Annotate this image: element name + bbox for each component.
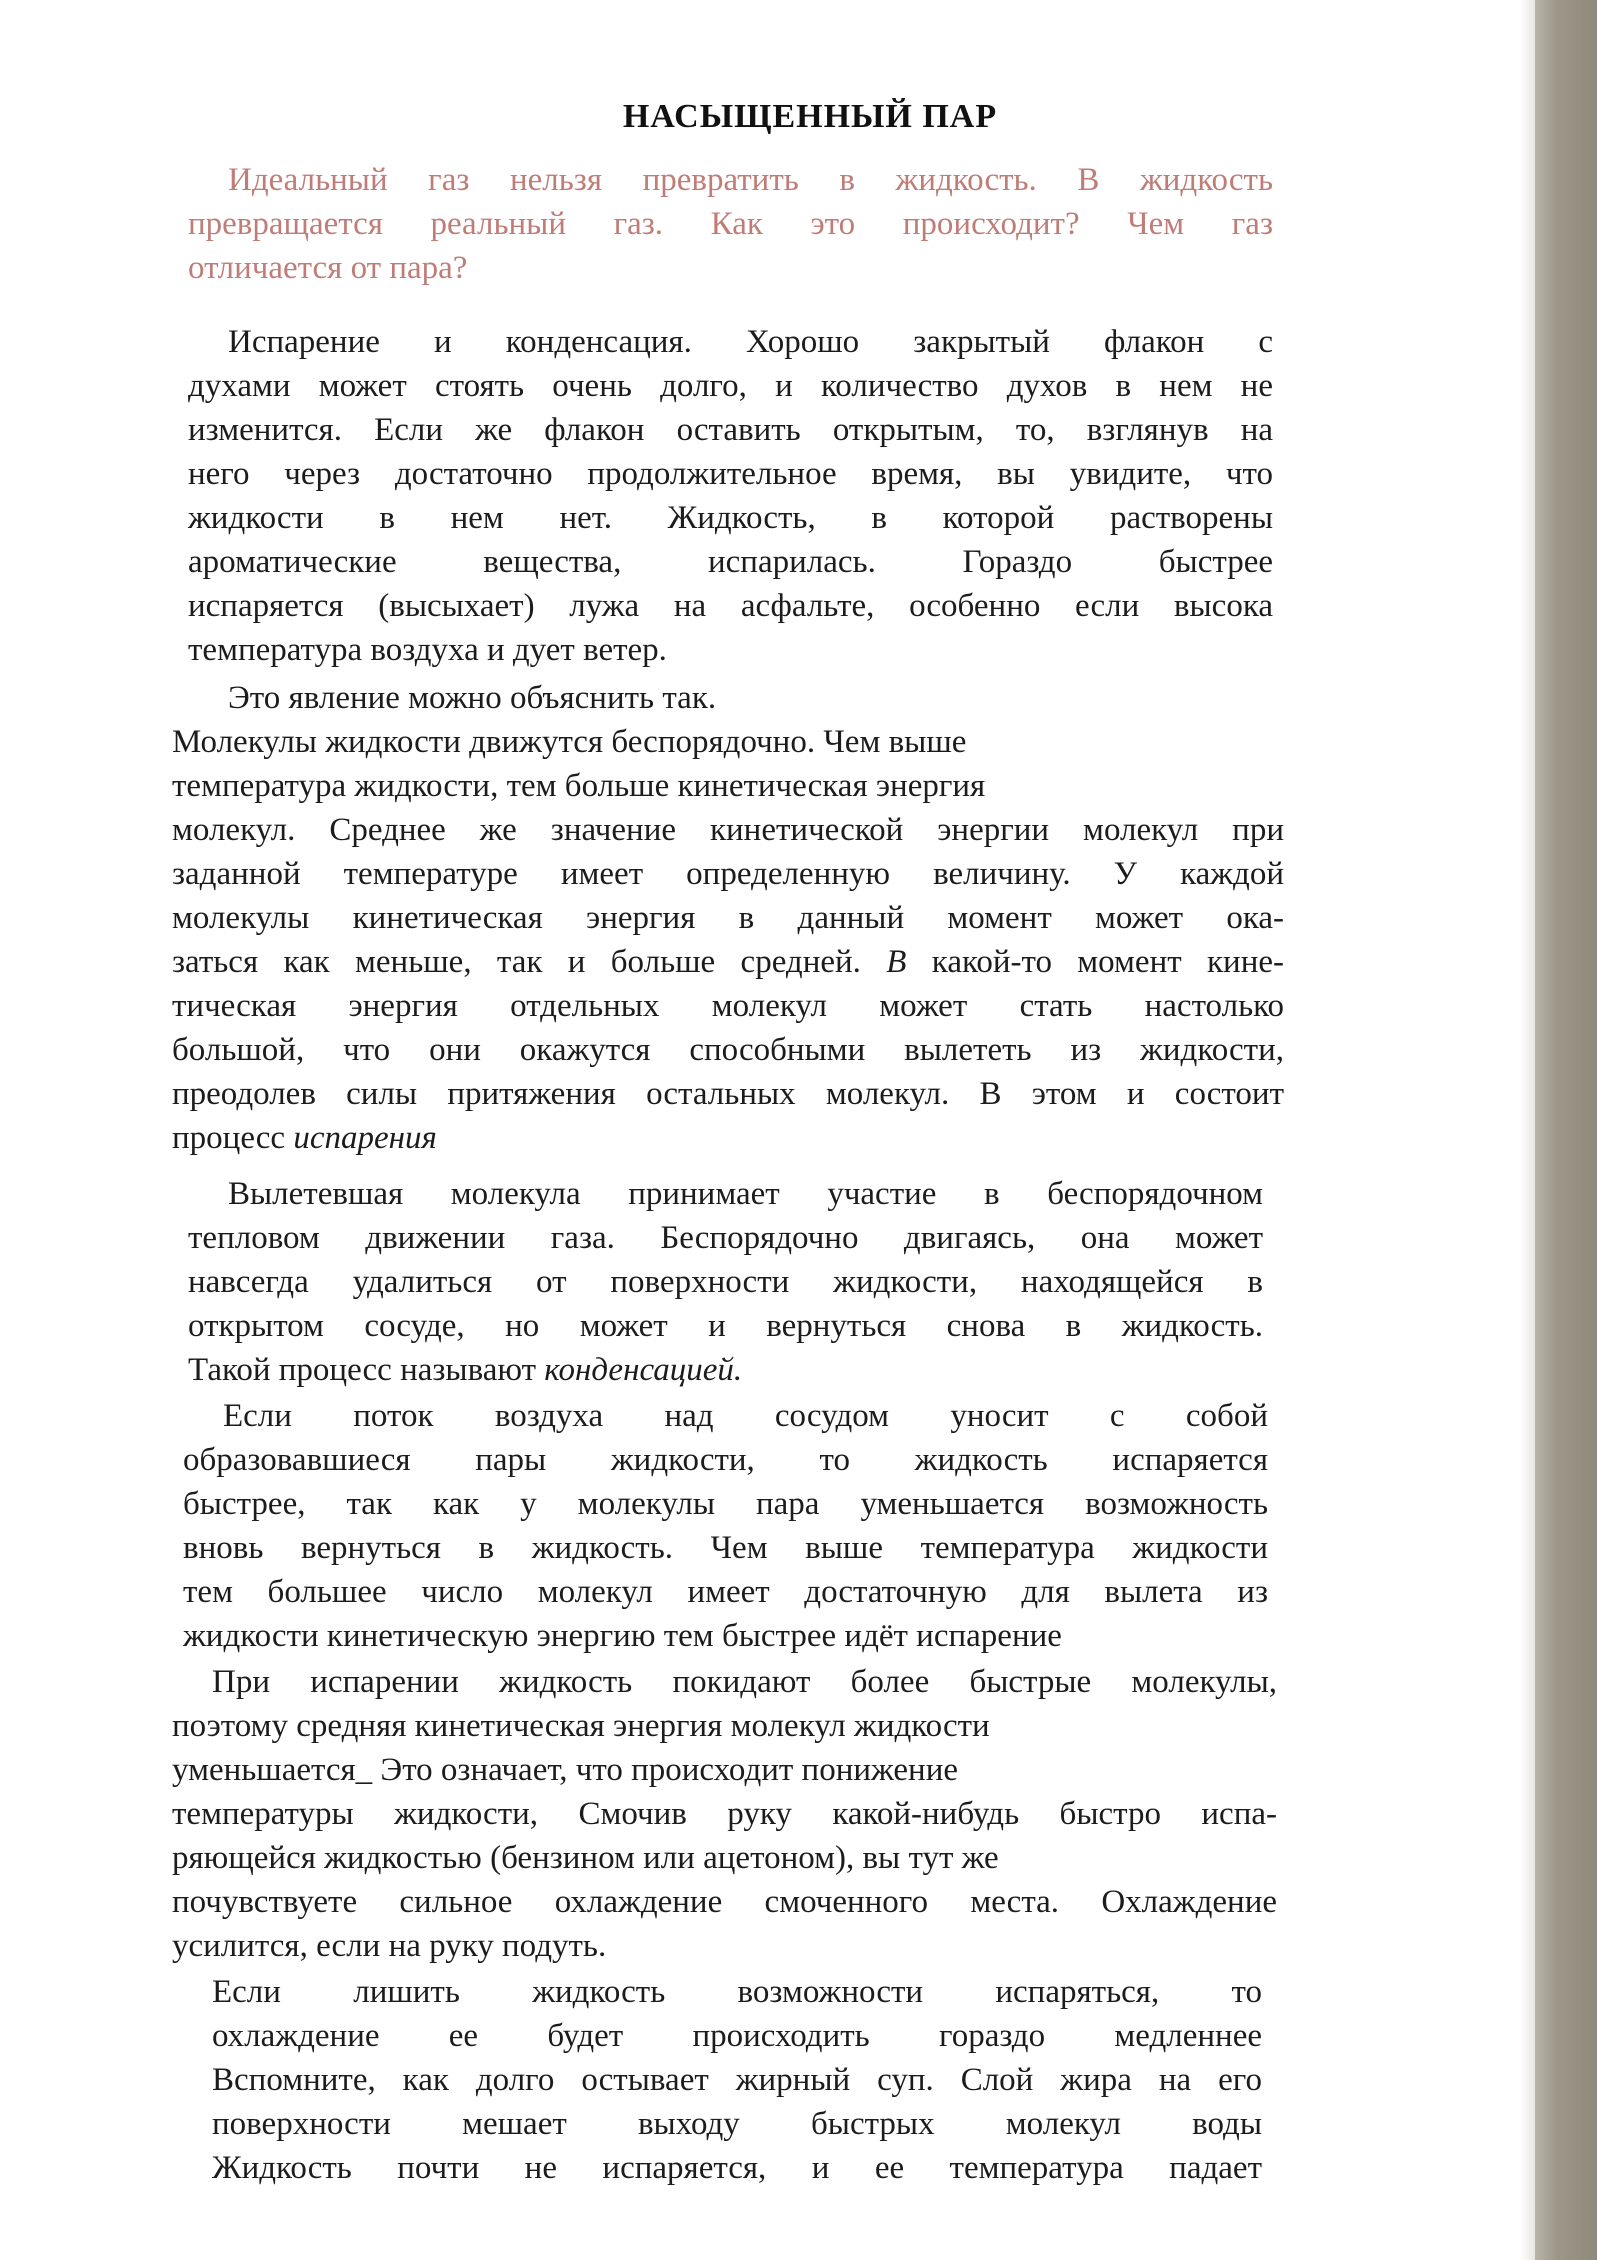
text-line: Идеальный газ нельзя превратить в жидкость. В жидкость	[228, 162, 1273, 198]
paragraph-air-flow	[183, 1394, 1268, 1658]
text-line: молекулы кинетическая энергия в данный момент может ока-	[172, 900, 1284, 936]
emphasis-letter: В	[886, 944, 907, 980]
text-line: поверхности мешает выходу быстрых молекул воды	[212, 2106, 1262, 2142]
text-line: Это явление можно объяснить так.	[228, 680, 717, 716]
text-line: преодолев силы притяжения остальных молекул. В этом и состоит	[172, 1076, 1284, 1112]
text-line: отличается от пара?	[188, 250, 468, 286]
text-line: тическая энергия отдельных молекул может стать настолько	[172, 988, 1284, 1024]
text-line: изменится. Если же флакон оставить открытым, то, взглянув на	[188, 412, 1273, 448]
text-line: процесс испарения	[172, 1120, 437, 1156]
text-line: превращается реальный газ. Как это происходит? Чем газ	[188, 206, 1273, 242]
text-line: духами может стоять очень долго, и количество духов в нем не	[188, 368, 1273, 404]
text-line: температура жидкости, тем больше кинетическая энергия	[172, 768, 986, 804]
text-line: Такой процесс называют конденсацией.	[188, 1352, 743, 1388]
term-condensation: конденсацией.	[544, 1352, 743, 1388]
text-line: ароматические вещества, испарилась. Гораздо быстрее	[188, 544, 1273, 580]
text-line: Вспомните, как долго остывает жирный суп. Слой жира на его	[212, 2062, 1262, 2098]
intro-question	[188, 158, 1273, 290]
text-line: жидкости в нем нет. Жидкость, в которой растворены	[188, 500, 1273, 536]
text-line: Испарение и конденсация. Хорошо закрытый флакон с	[228, 324, 1273, 360]
paragraph-fatty-soup	[212, 1970, 1262, 2190]
text-line: усилится, если на руку подуть.	[172, 1928, 607, 1964]
text-line: заданной температуре имеет определенную величину. У каждой	[172, 856, 1284, 892]
text-line: навсегда удалиться от поверхности жидкости, находящейся в	[188, 1264, 1263, 1300]
text-line: жидкости кинетическую энергию тем быстрее идёт испарение	[183, 1618, 1062, 1654]
text-line: открытом сосуде, но может и вернуться снова в жидкость.	[188, 1308, 1263, 1344]
text-line: образовавшиеся пары жидкости, то жидкость испаряется	[183, 1442, 1268, 1478]
text-line: вновь вернуться в жидкость. Чем выше температура жидкости	[183, 1530, 1268, 1566]
text-line: охлаждение ее будет происходить гораздо медленнее	[212, 2018, 1262, 2054]
paragraph-cooling	[172, 1660, 1277, 1968]
text-line: быстрее, так как у молекулы пара уменьшается возможность	[183, 1486, 1268, 1522]
text-line: ряющейся жидкостью (бензином или ацетоном), вы тут же	[172, 1840, 999, 1876]
text-line: уменьшается_ Это означает, что происходит понижение	[172, 1752, 959, 1788]
text-line: температура воздуха и дует ветер.	[188, 632, 667, 668]
paragraph-condensation	[188, 1172, 1263, 1392]
text-line: испаряется (высыхает) лужа на асфальте, особенно если высока	[188, 588, 1273, 624]
text-line: молекул. Среднее же значение кинетической энергии молекул при	[172, 812, 1284, 848]
term-evaporation: испарения	[293, 1120, 437, 1156]
text-line: Молекулы жидкости движутся беспорядочно. Чем выше	[172, 724, 967, 760]
text-line: При испарении жидкость покидают более быстрые молекулы,	[212, 1664, 1277, 1700]
text-line: большой, что они окажутся способными вылететь из жидкости,	[172, 1032, 1284, 1068]
paragraph-evaporation-condensation	[188, 320, 1273, 672]
text-line: него через достаточно продолжительное время, вы увидите, что	[188, 456, 1273, 492]
text-line: тепловом движении газа. Беспорядочно двигаясь, она может	[188, 1220, 1263, 1256]
page-edge	[1535, 0, 1597, 2260]
page-title: НАСЫЩЕННЫЙ ПАР	[622, 98, 998, 135]
text-line: поэтому средняя кинетическая энергия молекул жидкости	[172, 1708, 990, 1744]
text-line: Если поток воздуха над сосудом уносит с собой	[223, 1398, 1268, 1434]
text-line: Вылетевшая молекула принимает участие в беспорядочном	[228, 1176, 1263, 1212]
text-line: Жидкость почти не испаряется, и ее температура падает	[212, 2150, 1262, 2186]
text-line: почувствуете сильное охлаждение смоченного места. Охлаждение	[172, 1884, 1277, 1920]
text-line: температуры жидкости, Смочив руку какой-нибудь быстро испа-	[172, 1796, 1277, 1832]
text-line: Если лишить жидкость возможности испаряться, то	[212, 1974, 1262, 2010]
paragraph-explanation	[172, 676, 1284, 1160]
text-line: тем большее число молекул имеет достаточную для вылета из	[183, 1574, 1268, 1610]
text-line: заться как меньше, так и больше средней. В какой-то момент кине-	[172, 944, 1284, 980]
